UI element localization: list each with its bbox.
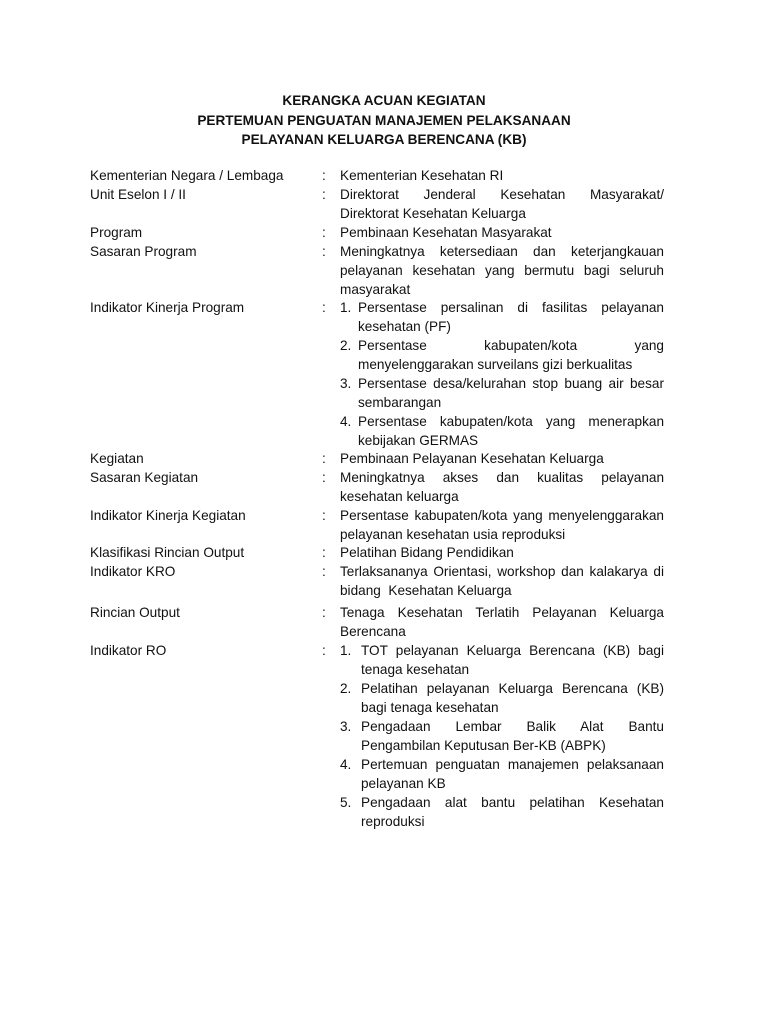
list-number: 4.: [340, 414, 352, 429]
value-line: pelayanan KB: [361, 776, 446, 791]
value-line: Pelatihan pelayanan Keluarga Berencana (KB): [361, 681, 664, 696]
list-item: [340, 374, 664, 412]
colon-separator: :: [322, 508, 326, 523]
list-number: 1.: [340, 300, 352, 315]
list-number: 5.: [340, 795, 352, 810]
value-line: Meningkatnya akses dan kualitas pelayanan: [340, 470, 664, 485]
value-line: kesehatan (PF): [358, 319, 451, 334]
value-line: Persentase kabupaten/kota yang: [358, 338, 664, 353]
value-line: Meningkatnya ketersediaan dan keterjangkauan: [340, 244, 664, 259]
field-value: [340, 506, 664, 544]
value-line: Pembinaan Kesehatan Masyarakat: [340, 225, 552, 240]
field-value: [340, 562, 664, 600]
value-line: TOT pelayanan Keluarga Berencana (KB) bagi: [361, 643, 664, 658]
list-number: 4.: [340, 757, 352, 772]
field-value: [340, 166, 664, 185]
field-label: Indikator Kinerja Kegiatan: [90, 508, 246, 523]
colon-separator: :: [322, 225, 326, 240]
list-number: 1.: [340, 643, 352, 658]
colon-separator: :: [322, 470, 326, 485]
field-value: [340, 603, 664, 641]
field-value-list: [340, 641, 664, 831]
list-number: 3.: [340, 376, 352, 391]
list-item: [340, 412, 664, 450]
field-label: Indikator Kinerja Program: [90, 300, 245, 315]
field-label: Kegiatan: [90, 451, 144, 466]
colon-separator: :: [322, 643, 326, 658]
value-line: Terlaksananya Orientasi, workshop dan kalakarya di: [340, 564, 664, 579]
colon-separator: :: [322, 451, 326, 466]
list-item: [340, 641, 664, 679]
value-line: pelayanan kesehatan yang bermutu bagi seluruh: [340, 263, 664, 278]
value-line: bagi tenaga kesehatan: [361, 700, 499, 715]
value-line: Pelatihan Bidang Pendidikan: [340, 545, 514, 560]
value-line: Pembinaan Pelayanan Kesehatan Keluarga: [340, 451, 604, 466]
colon-separator: :: [322, 244, 326, 259]
colon-separator: :: [322, 300, 326, 315]
value-line: Kementerian Kesehatan RI: [340, 168, 504, 183]
value-line: menyelenggarakan surveilans gizi berkualitas: [358, 357, 633, 372]
list-item: [340, 336, 664, 374]
field-label: Kementerian Negara / Lembaga: [90, 168, 284, 183]
field-label: Indikator RO: [90, 643, 167, 658]
colon-separator: :: [322, 564, 326, 579]
title-line-3: PELAYANAN KELUARGA BERENCANA (KB): [241, 132, 527, 147]
value-line: sembarangan: [358, 395, 442, 410]
field-value-list: [340, 298, 664, 450]
value-line: Persentase desa/kelurahan stop buang air besar: [358, 376, 664, 391]
field-label: Program: [90, 225, 143, 240]
list-item: [340, 298, 664, 336]
colon-separator: :: [322, 187, 326, 202]
value-line: Berencana: [340, 624, 406, 639]
value-line: Pertemuan penguatan manajemen pelaksanaan: [361, 757, 664, 772]
value-line: Persentase persalinan di fasilitas pelayanan: [358, 300, 664, 315]
value-line: kesehatan keluarga: [340, 489, 459, 504]
field-value: [340, 449, 664, 468]
value-line: Direktorat Jenderal Kesehatan Masyarakat/: [340, 187, 664, 202]
field-label: Indikator KRO: [90, 564, 176, 579]
value-line: Pengadaan Lembar Balik Alat Bantu: [361, 719, 664, 734]
title-line-2: PERTEMUAN PENGUATAN MANAJEMEN PELAKSANAAN: [197, 112, 571, 128]
list-number: 3.: [340, 719, 352, 734]
field-label: Unit Eselon I / II: [90, 187, 186, 202]
field-value: [340, 185, 664, 223]
field-label: Sasaran Kegiatan: [90, 470, 199, 485]
field-label: Klasifikasi Rincian Output: [90, 545, 245, 560]
value-line: kebijakan GERMAS: [358, 433, 479, 448]
value-line: Direktorat Kesehatan Keluarga: [340, 206, 526, 221]
list-item: [340, 679, 664, 717]
title-line-1: KERANGKA ACUAN KEGIATAN: [282, 93, 486, 108]
field-value: [340, 543, 664, 562]
field-label: Rincian Output: [90, 605, 180, 620]
value-line: masyarakat: [340, 282, 411, 297]
value-line: Persentase kabupaten/kota yang menyelenggarakan: [340, 508, 664, 523]
value-line: Pengambilan Keputusan Ber-KB (ABPK): [361, 738, 606, 753]
value-line: reproduksi: [361, 814, 425, 829]
document-title: [0, 91, 768, 150]
list-number: 2.: [340, 681, 352, 696]
colon-separator: :: [322, 545, 326, 560]
list-item: [340, 717, 664, 755]
colon-separator: :: [322, 168, 326, 183]
value-line: Persentase kabupaten/kota yang menerapkan: [358, 414, 664, 429]
list-item: [340, 755, 664, 793]
field-value: [340, 242, 664, 299]
field-value: [340, 223, 664, 242]
value-line: bidang Kesehatan Keluarga: [340, 583, 512, 598]
field-label: Sasaran Program: [90, 244, 197, 259]
colon-separator: :: [322, 605, 326, 620]
list-item: [340, 793, 664, 831]
value-line: Pengadaan alat bantu pelatihan Kesehatan: [361, 795, 664, 810]
field-value: [340, 468, 664, 506]
value-line: Tenaga Kesehatan Terlatih Pelayanan Keluarga: [340, 605, 664, 620]
list-number: 2.: [340, 338, 352, 353]
value-line: tenaga kesehatan: [361, 662, 470, 677]
value-line: pelayanan kesehatan usia reproduksi: [340, 527, 566, 542]
